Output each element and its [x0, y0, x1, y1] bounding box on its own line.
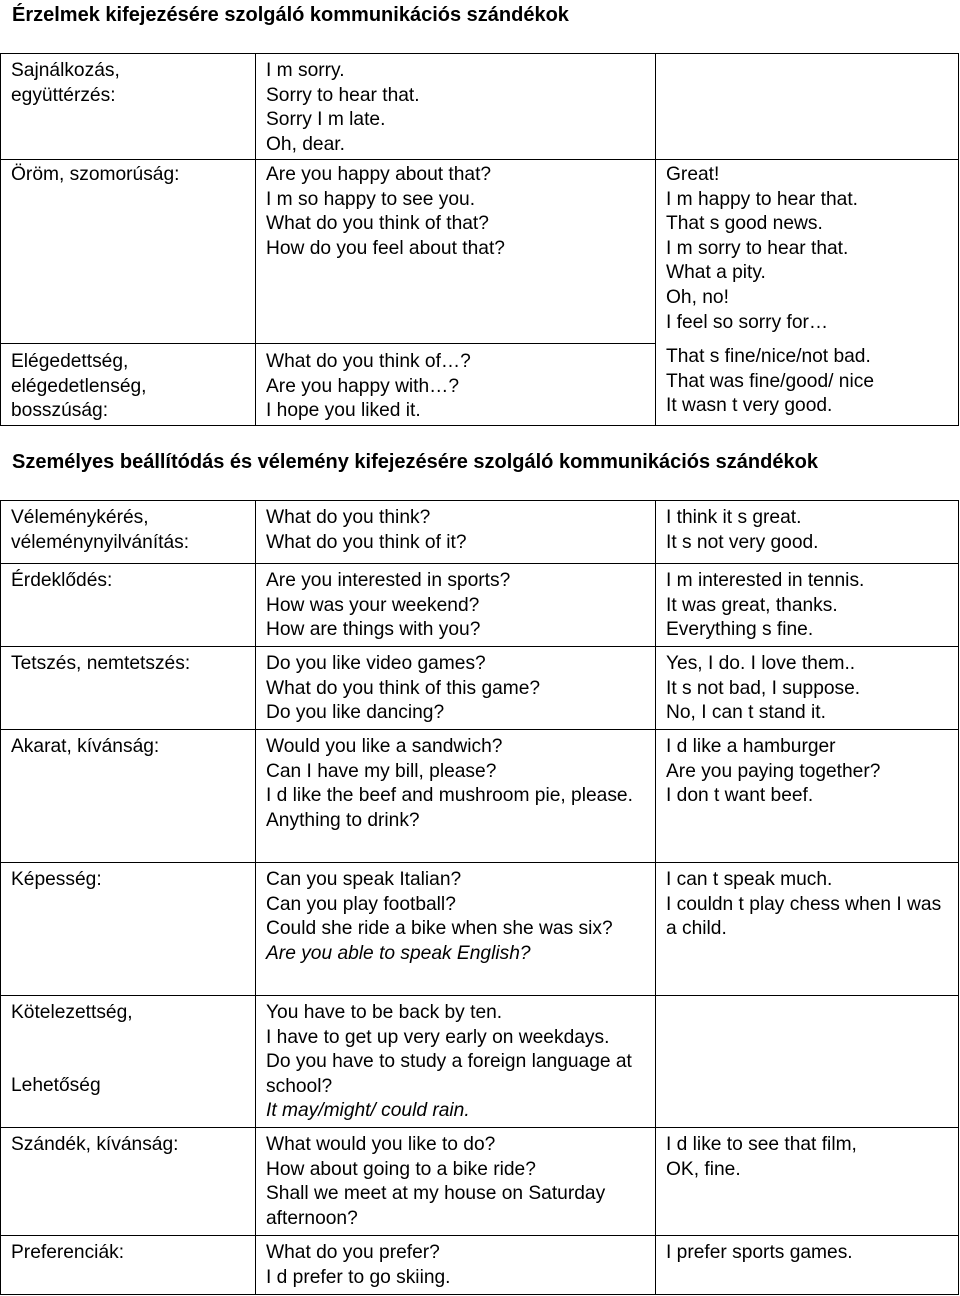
responses: Yes, I do. I love them.. It s not bad, I suppose. No, I can t stand it.: [656, 647, 959, 730]
table-row: [1, 564, 959, 647]
example-phrases: You have to be back by ten. I have to get up very early on weekdays. Do you have to study a foreign language at school? It may/might/ could rain.: [256, 996, 656, 1128]
row-label: Öröm, szomorúság:: [1, 160, 256, 344]
example-phrases: What do you prefer? I d prefer to go skiing.: [256, 1236, 656, 1295]
row-label: Szándék, kívánság:: [1, 1128, 256, 1236]
table-row: [1, 54, 959, 160]
section-1-heading: Érzelmek kifejezésére szolgáló kommunikációs szándékok: [12, 4, 569, 26]
table-row: [1, 730, 959, 863]
row-label: Akarat, kívánság:: [1, 730, 256, 863]
responses: I d like a hamburger Are you paying together? I don t want beef.: [656, 730, 959, 863]
section-2-heading: Személyes beállítódás és vélemény kifejezésére szolgáló kommunikációs szándékok: [12, 451, 818, 473]
table-row: [1, 996, 959, 1128]
responses: I prefer sports games.: [656, 1236, 959, 1295]
table-row: [1, 1236, 959, 1295]
table-row: [1, 1128, 959, 1236]
example-phrases: Would you like a sandwich? Can I have my bill, please? I d like the beef and mushroom pie, please. Anything to drink?: [256, 730, 656, 863]
row-label: Képesség:: [1, 863, 256, 996]
example-phrases: Do you like video games? What do you think of this game? Do you like dancing?: [256, 647, 656, 730]
example-phrases: Can you speak Italian? Can you play football? Could she ride a bike when she was six? Are you able to speak English?: [256, 863, 656, 996]
example-phrases: What would you like to do? How about going to a bike ride? Shall we meet at my house on Saturday afternoon?: [256, 1128, 656, 1236]
table-row: [1, 863, 959, 996]
responses: I m interested in tennis. It was great, thanks. Everything s fine.: [656, 564, 959, 647]
responses: [656, 996, 959, 1128]
example-phrases: What do you think? What do you think of it?: [256, 501, 656, 564]
responses: I can t speak much. I couldn t play chess when I was a child.: [656, 863, 959, 996]
emotions-table: [0, 53, 959, 426]
row-label: Tetszés, nemtetszés:: [1, 647, 256, 730]
responses: [656, 54, 959, 160]
table-row: [1, 160, 959, 344]
row-label: Érdeklődés:: [1, 564, 256, 647]
table-row: [1, 647, 959, 730]
attitudes-table: [0, 500, 959, 1295]
responses: Great! I m happy to hear that. That s good news. I m sorry to hear that. What a pity. Oh, no! I feel so sorry for… That s fine/nice/not bad. That was fine/good/ nice It wasn t very good.: [656, 160, 959, 426]
row-label: Elégedettség, elégedetlenség, bosszúság:: [1, 344, 256, 426]
row-label: Sajnálkozás, együttérzés:: [1, 54, 256, 160]
row-label: Preferenciák:: [1, 1236, 256, 1295]
responses: I d like to see that film, OK, fine.: [656, 1128, 959, 1236]
table-row: [1, 501, 959, 564]
example-phrases: Are you happy about that? I m so happy to see you. What do you think of that? How do you feel about that?: [256, 160, 656, 344]
example-phrases: What do you think of…? Are you happy with…? I hope you liked it.: [256, 344, 656, 426]
example-phrases: I m sorry. Sorry to hear that. Sorry I m late. Oh, dear.: [256, 54, 656, 160]
responses: I think it s great. It s not very good.: [656, 501, 959, 564]
example-phrases: Are you interested in sports? How was your weekend? How are things with you?: [256, 564, 656, 647]
row-label: Kötelezettség, Lehetőség: [1, 996, 256, 1128]
row-label: Véleménykérés, véleménynyilvánítás:: [1, 501, 256, 564]
